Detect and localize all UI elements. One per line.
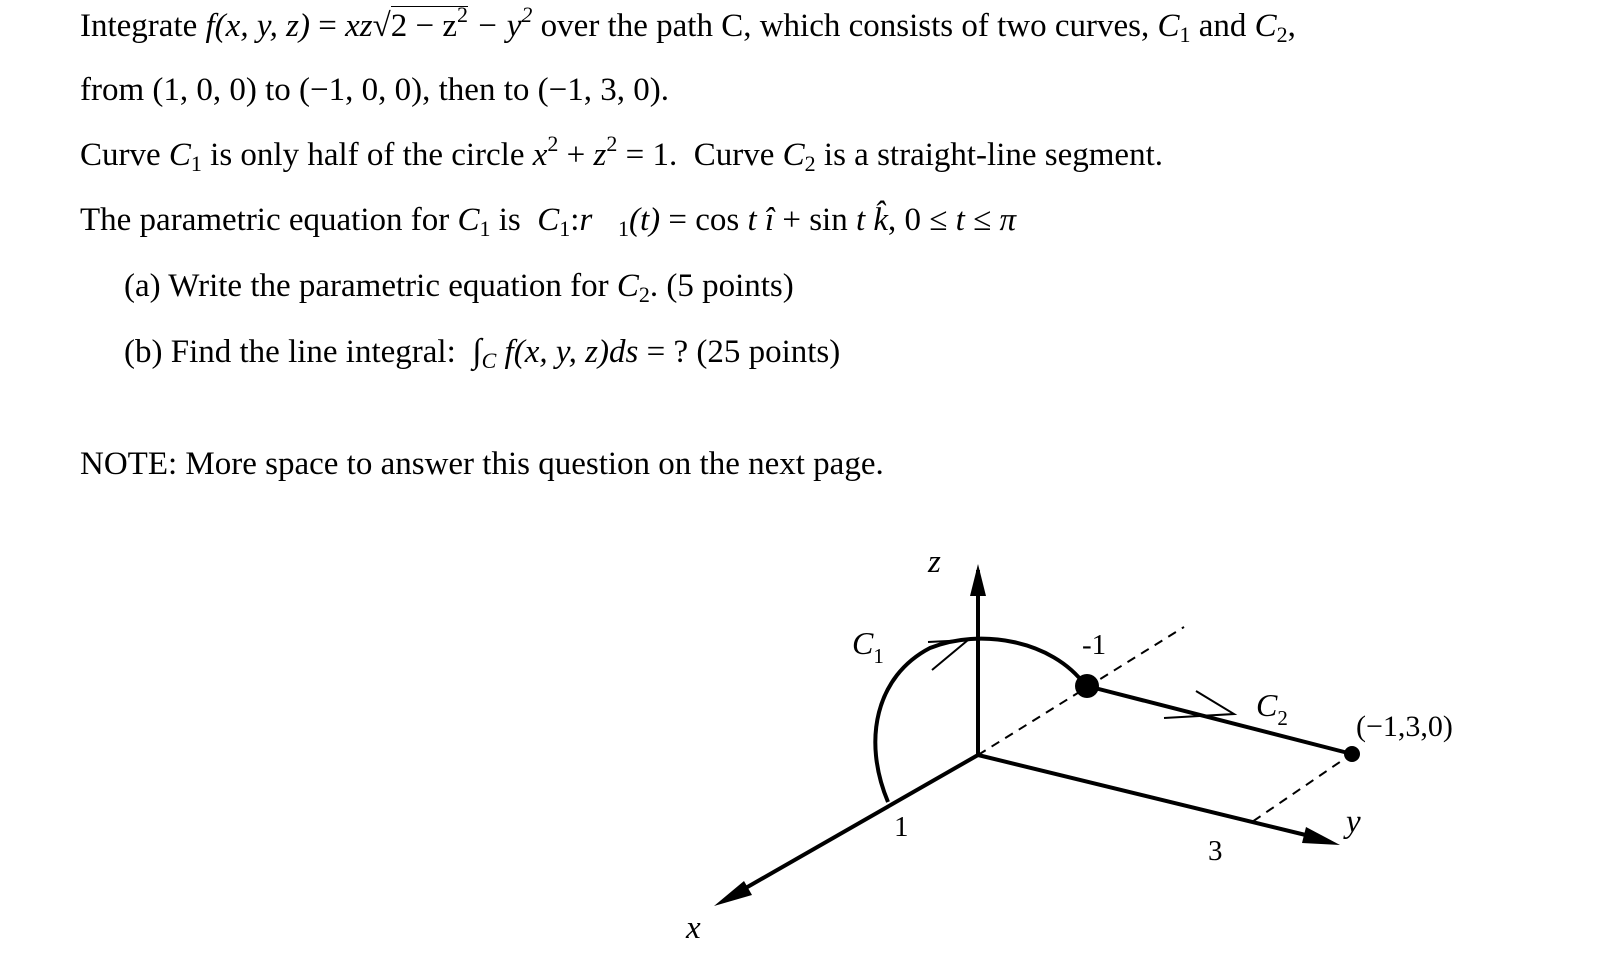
- segment-c2: [1087, 686, 1352, 754]
- point-endpoint-dot: [1344, 746, 1360, 762]
- line1-end: ,: [1287, 8, 1296, 44]
- integrand: f(x, y, z)ds: [496, 334, 639, 370]
- circle-z: z: [593, 137, 607, 173]
- circle-rhs: = 1.: [617, 137, 678, 173]
- y-axis-label: y: [1346, 804, 1361, 840]
- z-axis-arrowhead: [970, 564, 986, 596]
- rhs-range-a: , 0 ≤: [888, 202, 956, 238]
- c1-sub-2: 1: [190, 151, 202, 176]
- rhs-range-b: ≤: [964, 202, 1000, 238]
- func-xz: xz: [345, 8, 373, 44]
- tick-label-3: 3: [1208, 835, 1223, 867]
- line4-intro: The parametric equation for: [80, 202, 458, 238]
- line2-period: .: [660, 72, 669, 108]
- c1-sub-3: 1: [479, 216, 491, 241]
- rhs-k-hat: k̂: [865, 202, 889, 238]
- r-arg: (t): [628, 202, 661, 238]
- circle-plus: +: [558, 137, 594, 173]
- point-neg1-0-0: (−1, 0, 0): [299, 72, 423, 108]
- rhs-cos: = cos: [660, 202, 748, 238]
- c1-sub-4: 1: [559, 216, 571, 241]
- line1-mid: over the path C, which consists of two curves,: [532, 8, 1158, 44]
- rhs-t3: t: [955, 202, 965, 238]
- curve-c1: [875, 639, 1085, 802]
- c2-figure-sub: 2: [1277, 706, 1288, 730]
- func-tail: − y: [468, 8, 522, 44]
- line2-from: from (1, 0, 0) to: [80, 72, 300, 108]
- eq-colon: :: [570, 202, 580, 238]
- line3-curve: Curve: [80, 137, 169, 173]
- y-axis-arrowhead: [1302, 827, 1340, 845]
- c1-figure-label: [852, 625, 884, 668]
- c1-letter-2: C: [168, 137, 191, 173]
- integral-sub: C: [481, 348, 497, 373]
- endpoint-label: (−1,3,0): [1356, 710, 1453, 743]
- tick-label-1: 1: [894, 811, 909, 843]
- line3-half: is only half of the circle: [201, 137, 533, 173]
- c2-letter-2: C: [782, 137, 805, 173]
- rhs-i-hat: î: [756, 202, 775, 238]
- func-eq: =: [309, 8, 346, 44]
- c1-letter-4: C: [537, 202, 560, 238]
- c1-letter-3: C: [457, 202, 480, 238]
- radical-sign: √: [372, 8, 391, 44]
- z-axis-label: z: [928, 544, 941, 580]
- func-lhs: f(x, y, z): [205, 8, 310, 44]
- line3-segment: is a straight-line segment.: [815, 137, 1163, 173]
- part-b-text: (b) Find the line integral:: [124, 334, 473, 370]
- c2-letter: C: [1254, 8, 1277, 44]
- radicand-exp: 2: [457, 2, 468, 27]
- c2-figure-letter: C: [1256, 687, 1278, 723]
- c2-letter-3: C: [616, 268, 639, 304]
- x-axis-arrowhead: [714, 881, 752, 906]
- c1-letter: C: [1157, 8, 1180, 44]
- line1-and: and: [1190, 8, 1255, 44]
- part-a-points: . (5 points): [649, 268, 794, 304]
- c1-figure-sub: 1: [873, 644, 884, 668]
- r-vector: r⃗: [579, 202, 618, 238]
- c1-sub: 1: [1179, 22, 1191, 47]
- line2-then: , then to: [422, 72, 538, 108]
- note-text: NOTE: More space to answer this question on the next page.: [80, 446, 884, 482]
- c2-sub: 2: [1276, 22, 1288, 47]
- rhs-sin: + sin: [774, 202, 856, 238]
- rhs-t1: t: [747, 202, 757, 238]
- circle-z-exp: 2: [606, 131, 618, 156]
- tick-label-neg1: -1: [1082, 629, 1107, 661]
- rhs-t2: t: [855, 202, 866, 238]
- c2-sub-3: 2: [638, 282, 650, 307]
- y-axis: [978, 755, 1318, 838]
- part-b-points: = ? (25 points): [638, 334, 841, 370]
- func-tail-exp: 2: [521, 2, 533, 27]
- dashed-endpoint-guide: [1252, 753, 1353, 822]
- c1-figure-letter: C: [852, 625, 874, 661]
- line4-is: is: [490, 202, 538, 238]
- radicand-body: 2 − z: [390, 8, 457, 44]
- line1-intro: Integrate: [80, 8, 206, 44]
- c2-figure-label: [1256, 687, 1288, 730]
- line3-curve-2: Curve: [677, 137, 783, 173]
- c2-sub-2: 2: [804, 151, 816, 176]
- point-neg1-3-0: (−1, 3, 0): [537, 72, 661, 108]
- x-axis-label: x: [686, 910, 701, 946]
- integral-sign: ∫: [472, 333, 482, 370]
- point-neg1-0-0-dot: [1075, 674, 1099, 698]
- circle-x-exp: 2: [547, 131, 559, 156]
- x-axis: [730, 755, 978, 897]
- circle-x: x: [532, 137, 548, 173]
- part-a-text: (a) Write the parametric equation for: [124, 268, 617, 304]
- r-sub: 1: [617, 216, 629, 241]
- rhs-pi: π: [999, 202, 1017, 238]
